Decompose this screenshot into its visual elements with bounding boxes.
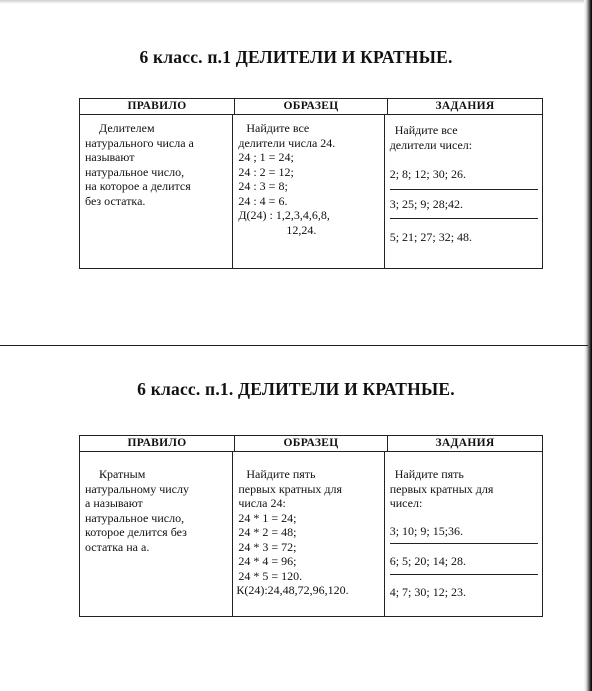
- rule-line: называют: [85, 150, 135, 164]
- rule-line: а называют: [85, 496, 143, 510]
- task-intro-line: Найдите пять: [394, 467, 464, 481]
- tasks-cell: [385, 452, 542, 617]
- task-divider: [390, 218, 538, 219]
- rule-line: натуральному числу: [85, 481, 189, 496]
- card-1-table: [79, 98, 543, 269]
- example-line: 24 : 4 = 6.: [238, 193, 288, 208]
- example-line: К(24):24,48,72,96,120.: [236, 583, 349, 597]
- example-line: 24 : 2 = 12;: [238, 164, 294, 179]
- task-intro-line: чисел:: [389, 496, 423, 510]
- card-2-title: 6 класс. п.1. ДЕЛИТЕЛИ И КРАТНЫЕ.: [137, 379, 455, 399]
- example-line: Д(24) : 1,2,3,4,6,8,: [238, 208, 330, 222]
- example-line: 24 * 1 = 24;: [238, 510, 297, 525]
- task-line: 4; 7; 30; 12; 23.: [389, 584, 467, 599]
- example-line: 24 * 2 = 48;: [238, 525, 297, 539]
- example-line: 24 : 3 = 8;: [238, 179, 288, 193]
- example-cell: [233, 452, 384, 617]
- header-rule: ПРАВИЛО: [80, 436, 235, 451]
- task-divider: [390, 543, 538, 544]
- rule-line: без остатка.: [85, 193, 146, 208]
- task-line: 2; 8; 12; 30; 26.: [389, 167, 467, 181]
- task-line: 3; 10; 9; 15;36.: [389, 523, 464, 538]
- example-line: Найдите все: [246, 121, 310, 135]
- table-body-row: [80, 452, 542, 617]
- table-header-row: [80, 436, 542, 452]
- task-intro-line: Найдите все: [394, 123, 458, 137]
- task-intro-line: делители чисел:: [389, 137, 473, 152]
- header-tasks: ЗАДАНИЯ: [435, 100, 495, 112]
- task-divider: [390, 574, 538, 575]
- header-rule: ПРАВИЛО: [80, 99, 235, 114]
- task-intro-line: первых кратных для: [389, 481, 494, 496]
- task-divider: [390, 189, 538, 190]
- example-line: числа 24:: [238, 496, 286, 510]
- task-line: 3; 25; 9; 28;42.: [389, 196, 464, 211]
- card-1-title: 6 класс. п.1 ДЕЛИТЕЛИ И КРАТНЫЕ.: [139, 47, 453, 67]
- rule-line: которое делится без: [85, 525, 187, 539]
- rule-line: натуральное число,: [85, 510, 185, 525]
- example-line: Найдите пять: [246, 467, 316, 481]
- table-body-row: [80, 115, 542, 269]
- example-line: 24 ; 1 = 24;: [238, 150, 294, 164]
- rule-line: на которое а делится: [85, 179, 191, 193]
- header-tasks: ЗАДАНИЯ: [435, 437, 495, 449]
- header-example: ОБРАЗЕЦ: [235, 436, 388, 451]
- example-line: первых кратных для: [238, 481, 343, 496]
- example-line: 12,24.: [286, 222, 317, 237]
- example-line: делители числа 24.: [238, 135, 336, 150]
- card-2-table: [79, 435, 543, 617]
- tasks-cell: [385, 115, 542, 269]
- header-example: ОБРАЗЕЦ: [235, 99, 388, 114]
- rule-line: Делителем: [99, 121, 155, 135]
- rule-line: остатка на а.: [85, 539, 150, 554]
- rule-line: натуральное число,: [85, 164, 185, 179]
- scan-top-edge: [0, 0, 592, 4]
- rule-cell: [80, 452, 233, 617]
- table-header-row: [80, 99, 542, 115]
- rule-line: Кратным: [99, 467, 146, 481]
- page-divider-line: [0, 345, 588, 346]
- rule-line: натурального числа а: [85, 135, 194, 150]
- example-line: 24 * 5 = 120.: [238, 568, 303, 583]
- task-line: 5; 21; 27; 32; 48.: [389, 230, 473, 244]
- rule-cell: [80, 115, 233, 269]
- example-line: 24 * 4 = 96;: [238, 554, 297, 568]
- task-line: 6; 5; 20; 14; 28.: [389, 554, 467, 568]
- example-cell: [233, 115, 384, 269]
- example-line: 24 * 3 = 72;: [238, 539, 297, 554]
